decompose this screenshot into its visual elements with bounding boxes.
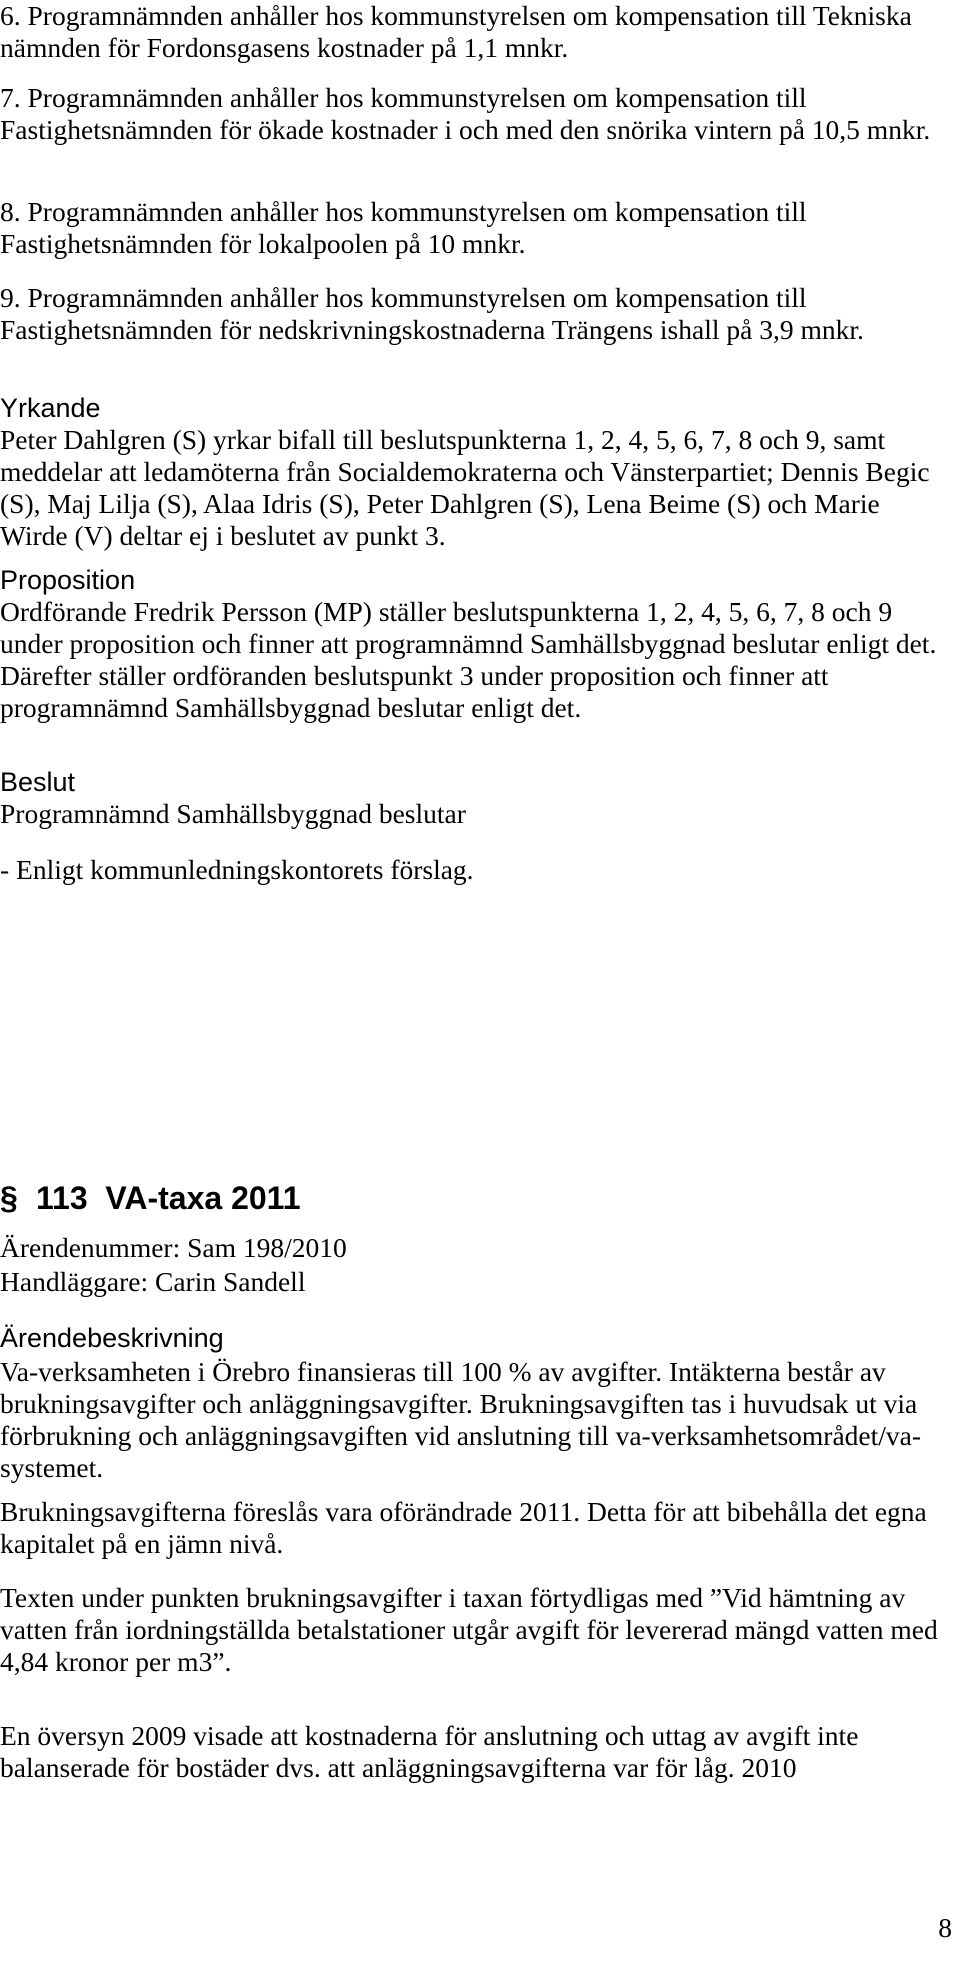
beslut-heading: Beslut (0, 767, 76, 797)
decision-item-6: 6. Programnämnden anhåller hos kommunstyrelsen om kompensation till Tekniska nämnden för Fordonsgasens kostnader på 1,1 mnkr. (0, 0, 912, 63)
proposition-heading: Proposition (0, 565, 136, 595)
yrkande-heading: Yrkande (0, 393, 101, 423)
arendebeskrivning-heading: Ärendebeskrivning (0, 1323, 224, 1353)
arendenummer: Ärendenummer: Sam 198/2010 (0, 1232, 347, 1263)
yrkande-text: Peter Dahlgren (S) yrkar bifall till beslutspunkterna 1, 2, 4, 5, 6, 7, 8 och 9, samt meddelar att ledamöterna från Socialdemokraterna och Vänsterpartiet; Dennis Begic (S), Maj Lilja (S), Alaa Idris (S), Peter Dahlgren (S), Lena Beime (S) och Marie Wirde (V) deltar ej i beslutet av punkt 3. (0, 424, 930, 551)
section-113-heading (0, 1178, 301, 1218)
beslut-line-1: Programnämnd Samhällsbyggnad beslutar (0, 798, 466, 829)
proposition-text: Ordförande Fredrik Persson (MP) ställer beslutspunkterna 1, 2, 4, 5, 6, 7, 8 och 9 under proposition och finner att programnämnd Samhällsbyggnad beslutar enligt det. Därefter ställer ordföranden beslutspunkt 3 under proposition och finner att programnämnd Samhällsbyggnad beslutar enligt det. (0, 596, 937, 723)
section-113-title: 113 VA-taxa 2011 (36, 1180, 301, 1216)
beslut-line-2: - Enligt kommunledningskontorets förslag. (0, 854, 474, 885)
decision-item-7: 7. Programnämnden anhåller hos kommunstyrelsen om kompensation till Fastighetsnämnden för ökade kostnader i och med den snörika vintern på 10,5 mnkr. (0, 82, 931, 145)
decision-item-8: 8. Programnämnden anhåller hos kommunstyrelsen om kompensation till Fastighetsnämnden för lokalpoolen på 10 mnkr. (0, 196, 807, 259)
handlaggare: Handläggare: Carin Sandell (0, 1266, 306, 1297)
beskrivning-paragraph-3: Texten under punkten brukningsavgifter i taxan förtydligas med ”Vid hämtning av vatten från iordningställda betalstationer utgår avgift för levererad mängd vatten med 4,84 kronor per m3”. (0, 1582, 938, 1677)
beskrivning-paragraph-1: Va-verksamheten i Örebro finansieras till 100 % av avgifter. Intäkterna består av brukningsavgifter och anläggningsavgifter. Brukningsavgiften tas i huvudsak ut via förbrukning och anläggningsavgiften vid anslutning till va-verksamhetsområdet/va-systemet. (0, 1356, 922, 1483)
page-number: 8 (938, 1912, 952, 1943)
decision-item-9: 9. Programnämnden anhåller hos kommunstyrelsen om kompensation till Fastighetsnämnden för nedskrivningskostnaderna Trängens ishall på 3,9 mnkr. (0, 282, 864, 345)
beskrivning-paragraph-4: En översyn 2009 visade att kostnaderna för anslutning och uttag av avgift inte balanserade för bostäder dvs. att anläggningsavgifterna var för låg. 2010 (0, 1720, 859, 1783)
beskrivning-paragraph-2: Brukningsavgifterna föreslås vara oförändrade 2011. Detta för att bibehålla det egna kapitalet på en jämn nivå. (0, 1496, 927, 1559)
section-sign: § (0, 1180, 18, 1216)
